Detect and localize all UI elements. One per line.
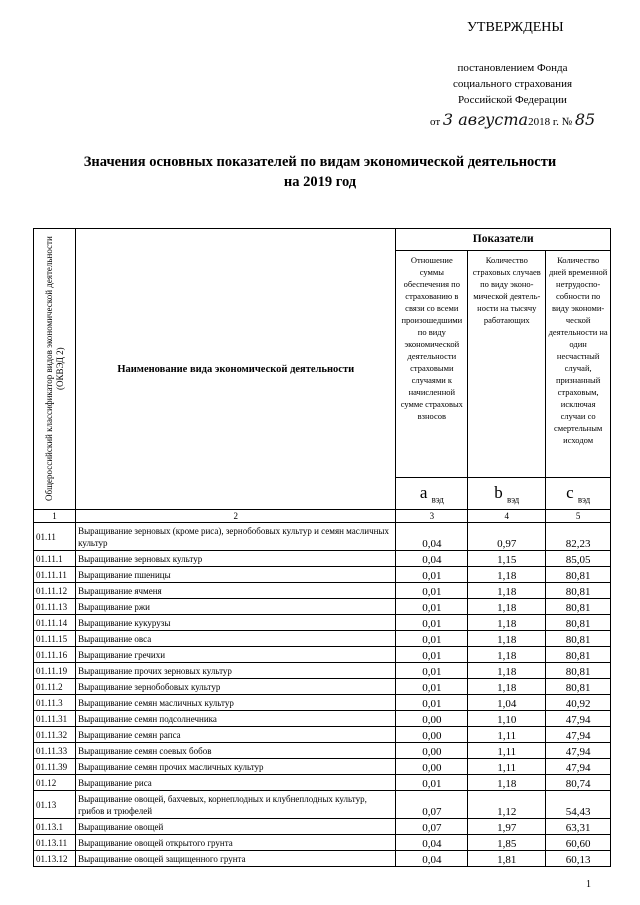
column-numbers-row	[34, 510, 611, 523]
handwritten-number: 85	[574, 110, 596, 129]
table-row	[34, 759, 611, 775]
okved-code: 01.11.15	[34, 631, 76, 647]
value-c: 63,31	[546, 819, 611, 835]
date-prefix: от	[430, 116, 441, 128]
value-a: 0,04	[396, 551, 468, 567]
value-c: 47,94	[546, 711, 611, 727]
title-line-2: на 2019 год	[283, 174, 357, 190]
activity-name: Выращивание овощей открытого грунта	[76, 835, 396, 851]
table-row	[34, 711, 611, 727]
col3-header: Отношение суммы обеспечения по страхованию в связи со всеми произошедшими по виду экономической деятельности страховыми случаями к начисленной сумме страховых взносов	[396, 250, 468, 478]
col5-header: Количество дней временной нетрудоспо-собности по виду экономи-ческой деятельности на один несчастный случай, признанный страховым, исключая случаи со смертельным исходом	[546, 250, 611, 478]
okved-code: 01.11.19	[34, 663, 76, 679]
value-b: 1,10	[468, 711, 546, 727]
value-a: 0,07	[396, 819, 468, 835]
okved-code: 01.11.32	[34, 727, 76, 743]
activity-name: Выращивание ржи	[76, 599, 396, 615]
okved-code: 01.11.33	[34, 743, 76, 759]
table-row	[34, 583, 611, 599]
table-row	[34, 647, 611, 663]
value-c: 40,92	[546, 695, 611, 711]
value-a: 0,00	[396, 743, 468, 759]
table-row	[34, 695, 611, 711]
indicators-header: Показатели	[396, 229, 611, 251]
activity-name: Выращивание кукурузы	[76, 615, 396, 631]
value-b: 1,11	[468, 727, 546, 743]
approved-line-2: социального страхования	[452, 78, 573, 90]
value-c: 47,94	[546, 727, 611, 743]
value-a: 0,04	[396, 851, 468, 867]
okved-code: 01.11.12	[34, 583, 76, 599]
okved-code: 01.11.39	[34, 759, 76, 775]
table-row	[34, 743, 611, 759]
value-c: 80,74	[546, 775, 611, 791]
activity-name: Выращивание семян прочих масличных культур	[76, 759, 396, 775]
date-suffix: 2018 г. №	[528, 116, 573, 128]
value-c: 85,05	[546, 551, 611, 567]
value-b: 1,97	[468, 819, 546, 835]
okved-code: 01.11.31	[34, 711, 76, 727]
approved-title: УТВЕРЖДЕНЫ	[467, 20, 564, 35]
table-row	[34, 551, 611, 567]
value-a: 0,01	[396, 567, 468, 583]
value-a: 0,01	[396, 615, 468, 631]
approved-line-3: Российской Федерации	[458, 94, 567, 106]
okved-code: 01.13	[34, 791, 76, 819]
table-row	[34, 835, 611, 851]
okved-code: 01.11.13	[34, 599, 76, 615]
value-a: 0,00	[396, 759, 468, 775]
okved-code: 01.11.3	[34, 695, 76, 711]
symbol-a: a $_{вэд}$	[396, 478, 468, 510]
value-a: 0,01	[396, 599, 468, 615]
value-c: 47,94	[546, 743, 611, 759]
activity-name: Выращивание семян подсолнечника	[76, 711, 396, 727]
table-row	[34, 523, 611, 551]
table-row	[34, 599, 611, 615]
activity-name: Выращивание прочих зерновых культур	[76, 663, 396, 679]
symbol-b: b $_{вэд}$	[468, 478, 546, 510]
table-row	[34, 727, 611, 743]
value-c: 80,81	[546, 599, 611, 615]
activity-name: Выращивание риса	[76, 775, 396, 791]
value-b: 0,97	[468, 523, 546, 551]
value-c: 80,81	[546, 567, 611, 583]
col-number: 5	[546, 510, 611, 523]
value-b: 1,18	[468, 647, 546, 663]
col-number: 1	[34, 510, 76, 523]
value-b: 1,18	[468, 631, 546, 647]
col-number: 3	[396, 510, 468, 523]
activity-name-header: Наименование вида экономической деятельности	[76, 229, 396, 510]
activity-name: Выращивание семян рапса	[76, 727, 396, 743]
activity-name: Выращивание зернобобовых культур	[76, 679, 396, 695]
value-a: 0,01	[396, 647, 468, 663]
okved-code: 01.13.11	[34, 835, 76, 851]
value-b: 1,81	[468, 851, 546, 867]
activity-name: Выращивание овощей защищенного грунта	[76, 851, 396, 867]
symbol-c: c $_{вэд}$	[546, 478, 611, 510]
value-c: 80,81	[546, 615, 611, 631]
table-row	[34, 819, 611, 835]
activity-name: Выращивание зерновых (кроме риса), зернобобовых культур и семян масличных культур	[76, 523, 396, 551]
okved-header: Общероссийский классификатор видов экономической деятельности (ОКВЭД 2)	[43, 236, 65, 502]
value-c: 80,81	[546, 647, 611, 663]
okved-code: 01.11.2	[34, 679, 76, 695]
activity-name: Выращивание овощей	[76, 819, 396, 835]
approval-date-line	[430, 110, 595, 129]
value-a: 0,00	[396, 727, 468, 743]
okved-code: 01.12	[34, 775, 76, 791]
value-a: 0,00	[396, 711, 468, 727]
value-b: 1,18	[468, 775, 546, 791]
value-c: 82,23	[546, 523, 611, 551]
activity-name: Выращивание гречихи	[76, 647, 396, 663]
value-b: 1,18	[468, 567, 546, 583]
table-body	[34, 523, 611, 867]
value-b: 1,18	[468, 583, 546, 599]
okved-header-cell	[34, 229, 76, 510]
value-c: 80,81	[546, 583, 611, 599]
page-number: 1	[586, 879, 591, 890]
indicators-table	[33, 228, 611, 867]
value-a: 0,01	[396, 695, 468, 711]
table-row	[34, 567, 611, 583]
activity-name: Выращивание семян соевых бобов	[76, 743, 396, 759]
document-title	[0, 152, 640, 192]
activity-name: Выращивание семян масличных культур	[76, 695, 396, 711]
value-b: 1,15	[468, 551, 546, 567]
value-a: 0,07	[396, 791, 468, 819]
value-c: 80,81	[546, 679, 611, 695]
table-row	[34, 851, 611, 867]
table-row	[34, 631, 611, 647]
value-a: 0,04	[396, 835, 468, 851]
value-b: 1,11	[468, 759, 546, 775]
value-b: 1,04	[468, 695, 546, 711]
okved-code: 01.11.16	[34, 647, 76, 663]
handwritten-date: 3 августа	[442, 110, 529, 129]
value-b: 1,85	[468, 835, 546, 851]
value-c: 60,60	[546, 835, 611, 851]
col4-header: Количество страховых случаев по виду эконо-мической деятель-ности на тысячу работающих	[468, 250, 546, 478]
title-line-1: Значения основных показателей по видам экономической деятельности	[83, 154, 557, 170]
value-a: 0,01	[396, 775, 468, 791]
value-b: 1,18	[468, 599, 546, 615]
activity-name: Выращивание пшеницы	[76, 567, 396, 583]
value-c: 60,13	[546, 851, 611, 867]
okved-code: 01.13.12	[34, 851, 76, 867]
value-b: 1,18	[468, 679, 546, 695]
activity-name: Выращивание овощей, бахчевых, корнеплодных и клубнеплодных культур, грибов и трюфелей	[76, 791, 396, 819]
col-number: 2	[76, 510, 396, 523]
value-a: 0,01	[396, 631, 468, 647]
okved-code: 01.11.11	[34, 567, 76, 583]
activity-name: Выращивание ячменя	[76, 583, 396, 599]
okved-code: 01.11.1	[34, 551, 76, 567]
table-row	[34, 679, 611, 695]
table-row	[34, 615, 611, 631]
value-b: 1,18	[468, 663, 546, 679]
value-b: 1,11	[468, 743, 546, 759]
table-row	[34, 663, 611, 679]
col-number: 4	[468, 510, 546, 523]
okved-code: 01.11.14	[34, 615, 76, 631]
value-b: 1,18	[468, 615, 546, 631]
value-c: 80,81	[546, 663, 611, 679]
value-c: 54,43	[546, 791, 611, 819]
approved-line-1: постановлением Фонда	[457, 62, 568, 74]
value-c: 47,94	[546, 759, 611, 775]
value-c: 80,81	[546, 631, 611, 647]
value-a: 0,04	[396, 523, 468, 551]
table-row	[34, 791, 611, 819]
okved-code: 01.11	[34, 523, 76, 551]
okved-code: 01.13.1	[34, 819, 76, 835]
activity-name: Выращивание овса	[76, 631, 396, 647]
value-a: 0,01	[396, 583, 468, 599]
table-row	[34, 775, 611, 791]
value-a: 0,01	[396, 663, 468, 679]
value-b: 1,12	[468, 791, 546, 819]
value-a: 0,01	[396, 679, 468, 695]
activity-name: Выращивание зерновых культур	[76, 551, 396, 567]
